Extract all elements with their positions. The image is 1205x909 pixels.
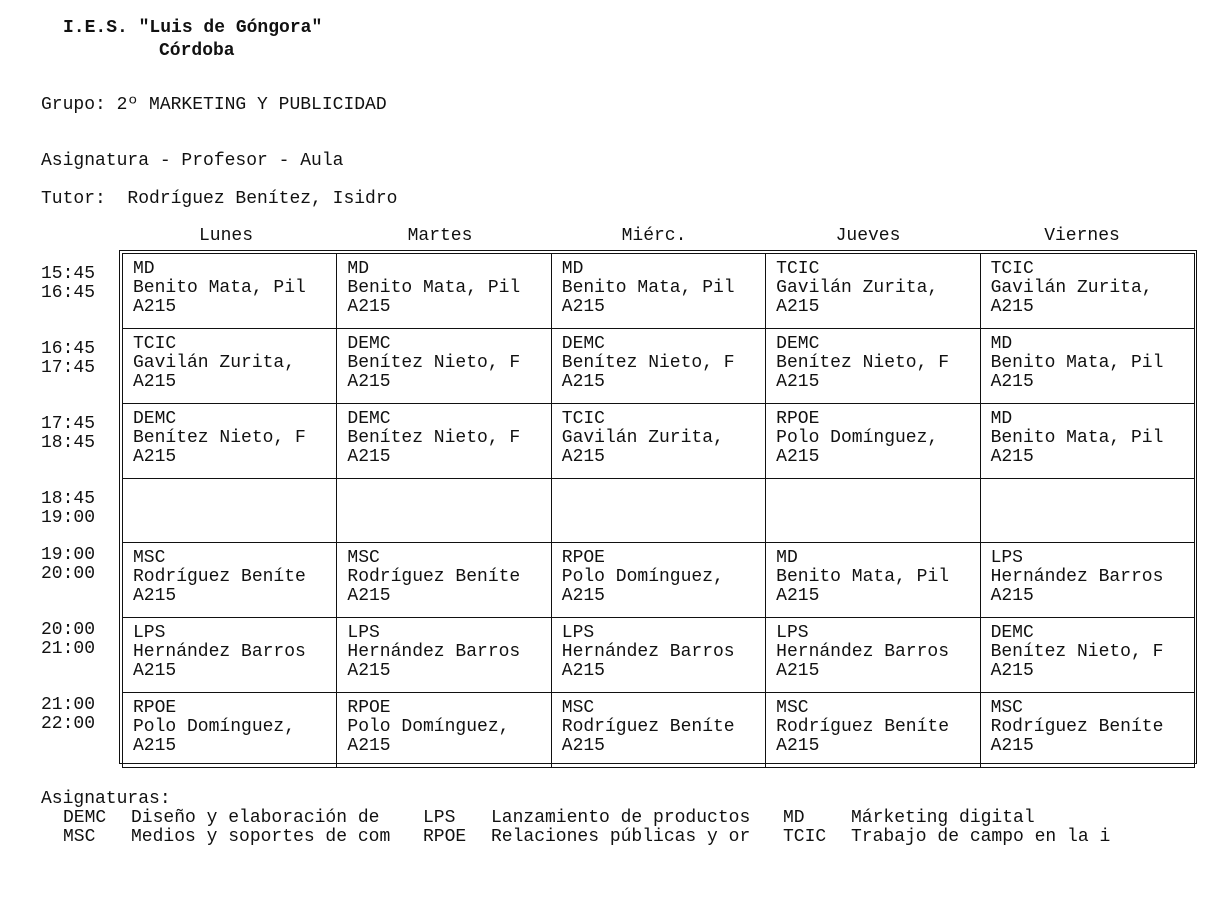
cell-subject: MD xyxy=(561,259,584,279)
cell-subject: MSC xyxy=(133,548,166,568)
cell-subject: DEMC xyxy=(990,623,1034,643)
cell-teacher: Polo Domínguez, xyxy=(347,717,510,737)
cell-teacher: Benito Mata, Pil xyxy=(990,353,1164,373)
cell-teacher xyxy=(776,504,979,523)
timetable-cell xyxy=(551,254,765,329)
timetable-row xyxy=(123,404,1195,479)
timetable-row xyxy=(123,329,1195,404)
cell-subject xyxy=(562,485,765,504)
cell-teacher xyxy=(133,504,336,523)
cell-subject: MD xyxy=(347,259,369,279)
cell-room: A215 xyxy=(990,372,1034,392)
cell-teacher: Benítez Nieto, F xyxy=(347,353,521,373)
cell-room: A215 xyxy=(776,586,820,606)
cell-teacher xyxy=(991,504,1194,523)
cell-room: A215 xyxy=(776,372,820,392)
cell-room: A215 xyxy=(347,661,391,681)
timetable-cell xyxy=(123,479,337,543)
timetable-cell xyxy=(980,254,1194,329)
cell-room: A215 xyxy=(347,372,391,392)
cell-subject: LPS xyxy=(347,623,380,643)
timetable-cell xyxy=(980,479,1194,543)
cell-room: A215 xyxy=(990,447,1034,467)
cell-room xyxy=(562,523,765,542)
day-header-jueves: Jueves xyxy=(835,226,901,246)
cell-room: A215 xyxy=(133,372,177,392)
cell-teacher: Gavilán Zurita, xyxy=(561,428,724,448)
timetable-cell xyxy=(766,479,980,543)
cell-subject: MD xyxy=(990,334,1013,354)
cell-room: A215 xyxy=(133,586,177,606)
time-slot-label: 16:45 17:45 xyxy=(41,339,96,378)
cell-teacher: Polo Domínguez, xyxy=(561,567,724,587)
day-header-viernes: Viernes xyxy=(1044,226,1120,246)
timetable-row xyxy=(123,693,1195,768)
cell-room: A215 xyxy=(561,297,605,317)
cell-subject: MSC xyxy=(776,698,809,718)
cell-subject: MD xyxy=(133,259,155,279)
cell-subject xyxy=(991,485,1194,504)
cell-teacher: Polo Domínguez, xyxy=(133,717,296,737)
cell-teacher: Hernández Barros xyxy=(347,642,521,662)
cell-teacher: Rodríguez Beníte xyxy=(347,567,521,587)
cell-subject: MSC xyxy=(347,548,380,568)
timetable-cell xyxy=(551,479,765,543)
time-slot-label: 19:00 20:00 xyxy=(41,545,96,584)
cell-subject xyxy=(347,485,550,504)
cell-teacher: Benito Mata, Pil xyxy=(133,278,306,298)
timetable-cell xyxy=(123,404,337,479)
cell-subject: DEMC xyxy=(347,409,391,429)
timetable-cell xyxy=(123,329,337,404)
cell-room: A215 xyxy=(776,447,820,467)
cell-subject: DEMC xyxy=(133,409,177,429)
cell-subject: MSC xyxy=(990,698,1023,718)
cell-teacher: Benítez Nieto, F xyxy=(133,428,306,448)
cell-teacher: Benito Mata, Pil xyxy=(561,278,735,298)
cell-room: A215 xyxy=(347,736,391,756)
cell-room: A215 xyxy=(561,736,605,756)
cell-teacher: Gavilán Zurita, xyxy=(990,278,1153,298)
cell-teacher: Gavilán Zurita, xyxy=(133,353,296,373)
subject-name: Trabajo de campo en la i xyxy=(851,827,1111,847)
cell-room xyxy=(133,523,336,542)
timetable-row xyxy=(123,254,1195,329)
timetable-cell xyxy=(337,479,551,543)
timetable-cell xyxy=(551,693,765,768)
cell-subject: TCIC xyxy=(133,334,177,354)
timetable-cell xyxy=(551,543,765,618)
cell-subject: RPOE xyxy=(133,698,177,718)
cell-room: A215 xyxy=(133,447,177,467)
cell-room: A215 xyxy=(561,372,605,392)
subject-code: LPS xyxy=(423,808,456,828)
cell-room: A215 xyxy=(561,586,605,606)
cell-subject: DEMC xyxy=(347,334,391,354)
cell-teacher: Rodríguez Beníte xyxy=(776,717,949,737)
cell-room: A215 xyxy=(990,661,1034,681)
cell-subject: TCIC xyxy=(990,259,1034,279)
cell-room: A215 xyxy=(133,661,177,681)
cell-teacher: Benito Mata, Pil xyxy=(347,278,521,298)
timetable-cell xyxy=(551,404,765,479)
timetable-cell xyxy=(337,543,551,618)
subject-code: RPOE xyxy=(423,827,467,847)
timetable-cell xyxy=(766,404,980,479)
cell-teacher: Hernández Barros xyxy=(776,642,949,662)
timetable-cell xyxy=(980,693,1194,768)
cell-teacher: Benítez Nieto, F xyxy=(776,353,949,373)
day-header-martes: Martes xyxy=(407,226,473,246)
school-name: I.E.S. "Luis de Góngora" xyxy=(63,18,323,38)
subjects-title: Asignaturas: xyxy=(41,789,171,809)
cell-room: A215 xyxy=(776,736,820,756)
timetable-cell xyxy=(337,618,551,693)
subject-code: MD xyxy=(783,808,805,828)
cell-teacher xyxy=(562,504,765,523)
cell-room: A215 xyxy=(133,297,177,317)
timetable-cell xyxy=(123,543,337,618)
cell-room: A215 xyxy=(347,586,391,606)
cell-teacher xyxy=(347,504,550,523)
cell-subject: RPOE xyxy=(776,409,820,429)
cell-teacher: Hernández Barros xyxy=(561,642,735,662)
timetable-row xyxy=(123,543,1195,618)
day-header-lunes: Lunes xyxy=(198,226,253,246)
timetable-cell xyxy=(980,543,1194,618)
cell-teacher: Benito Mata, Pil xyxy=(776,567,949,587)
cell-subject: TCIC xyxy=(776,259,820,279)
subject-code: DEMC xyxy=(63,808,107,828)
timetable-cell xyxy=(766,329,980,404)
cell-subject: LPS xyxy=(133,623,166,643)
cell-room: A215 xyxy=(561,661,605,681)
time-slot-label: 20:00 21:00 xyxy=(41,620,96,659)
cell-subject: MD xyxy=(776,548,798,568)
cell-subject xyxy=(133,485,336,504)
timetable-cell xyxy=(766,693,980,768)
cell-room xyxy=(347,523,550,542)
timetable-cell xyxy=(766,618,980,693)
subject-name: Medios y soportes de com xyxy=(131,827,391,847)
subject-name: Diseño y elaboración de xyxy=(131,808,380,828)
cell-teacher: Rodríguez Beníte xyxy=(133,567,306,587)
time-slot-label: 18:45 19:00 xyxy=(41,489,96,528)
cell-room: A215 xyxy=(347,297,391,317)
cell-subject: RPOE xyxy=(561,548,605,568)
timetable-cell xyxy=(551,329,765,404)
tutor-line: Tutor: Rodríguez Benítez, Isidro xyxy=(41,189,398,209)
cell-room xyxy=(776,523,979,542)
timetable-cell xyxy=(123,254,337,329)
cell-teacher: Benítez Nieto, F xyxy=(990,642,1164,662)
cell-teacher: Hernández Barros xyxy=(990,567,1164,587)
timetable-cell xyxy=(980,404,1194,479)
timetable-cell xyxy=(980,329,1194,404)
cell-room: A215 xyxy=(347,447,391,467)
timetable-cell xyxy=(337,254,551,329)
cell-subject: MD xyxy=(990,409,1013,429)
subject-code: MSC xyxy=(63,827,96,847)
cell-teacher: Hernández Barros xyxy=(133,642,306,662)
subject-name: Márketing digital xyxy=(851,808,1035,828)
cell-teacher: Polo Domínguez, xyxy=(776,428,939,448)
timetable-cell xyxy=(337,404,551,479)
timetable-grid xyxy=(122,253,1195,768)
cell-teacher: Gavilán Zurita, xyxy=(776,278,939,298)
time-slot-label: 15:45 16:45 xyxy=(41,264,96,303)
cell-teacher: Rodríguez Beníte xyxy=(561,717,735,737)
cell-teacher: Benítez Nieto, F xyxy=(561,353,735,373)
cell-teacher: Benítez Nieto, F xyxy=(347,428,521,448)
cell-subject: MSC xyxy=(561,698,595,718)
cell-subject: LPS xyxy=(990,548,1023,568)
timetable-cell xyxy=(980,618,1194,693)
time-slot-label: 17:45 18:45 xyxy=(41,414,96,453)
timetable-row xyxy=(123,479,1195,543)
cell-room: A215 xyxy=(990,297,1034,317)
timetable-cell xyxy=(551,618,765,693)
cell-room: A215 xyxy=(776,661,820,681)
cell-subject xyxy=(776,485,979,504)
timetable-cell xyxy=(337,693,551,768)
time-slot-label: 21:00 22:00 xyxy=(41,695,96,734)
group-line: Grupo: 2º MARKETING Y PUBLICIDAD xyxy=(41,95,387,115)
cell-subject: TCIC xyxy=(561,409,605,429)
cell-teacher: Rodríguez Beníte xyxy=(990,717,1164,737)
subject-name: Lanzamiento de productos xyxy=(491,808,751,828)
cell-room: A215 xyxy=(561,447,605,467)
subject-name: Relaciones públicas y or xyxy=(491,827,751,847)
cell-room: A215 xyxy=(776,297,820,317)
day-header-miercoles: Miérc. xyxy=(621,226,687,246)
cell-subject: DEMC xyxy=(776,334,820,354)
timetable-row xyxy=(123,618,1195,693)
timetable-cell xyxy=(123,693,337,768)
cell-subject: DEMC xyxy=(561,334,605,354)
timetable-cell xyxy=(337,329,551,404)
cell-subject: LPS xyxy=(561,623,595,643)
cell-teacher: Benito Mata, Pil xyxy=(990,428,1164,448)
cell-room xyxy=(991,523,1194,542)
school-city: Córdoba xyxy=(159,41,235,61)
cell-subject: LPS xyxy=(776,623,809,643)
timetable-cell xyxy=(123,618,337,693)
timetable-body xyxy=(123,254,1195,768)
timetable-cell xyxy=(766,543,980,618)
timetable-cell xyxy=(766,254,980,329)
subject-code: TCIC xyxy=(783,827,827,847)
cell-room: A215 xyxy=(990,736,1034,756)
cell-format-legend: Asignatura - Profesor - Aula xyxy=(41,151,344,171)
cell-subject: RPOE xyxy=(347,698,391,718)
cell-room: A215 xyxy=(133,736,177,756)
cell-room: A215 xyxy=(990,586,1034,606)
timetable-frame xyxy=(119,250,1197,764)
